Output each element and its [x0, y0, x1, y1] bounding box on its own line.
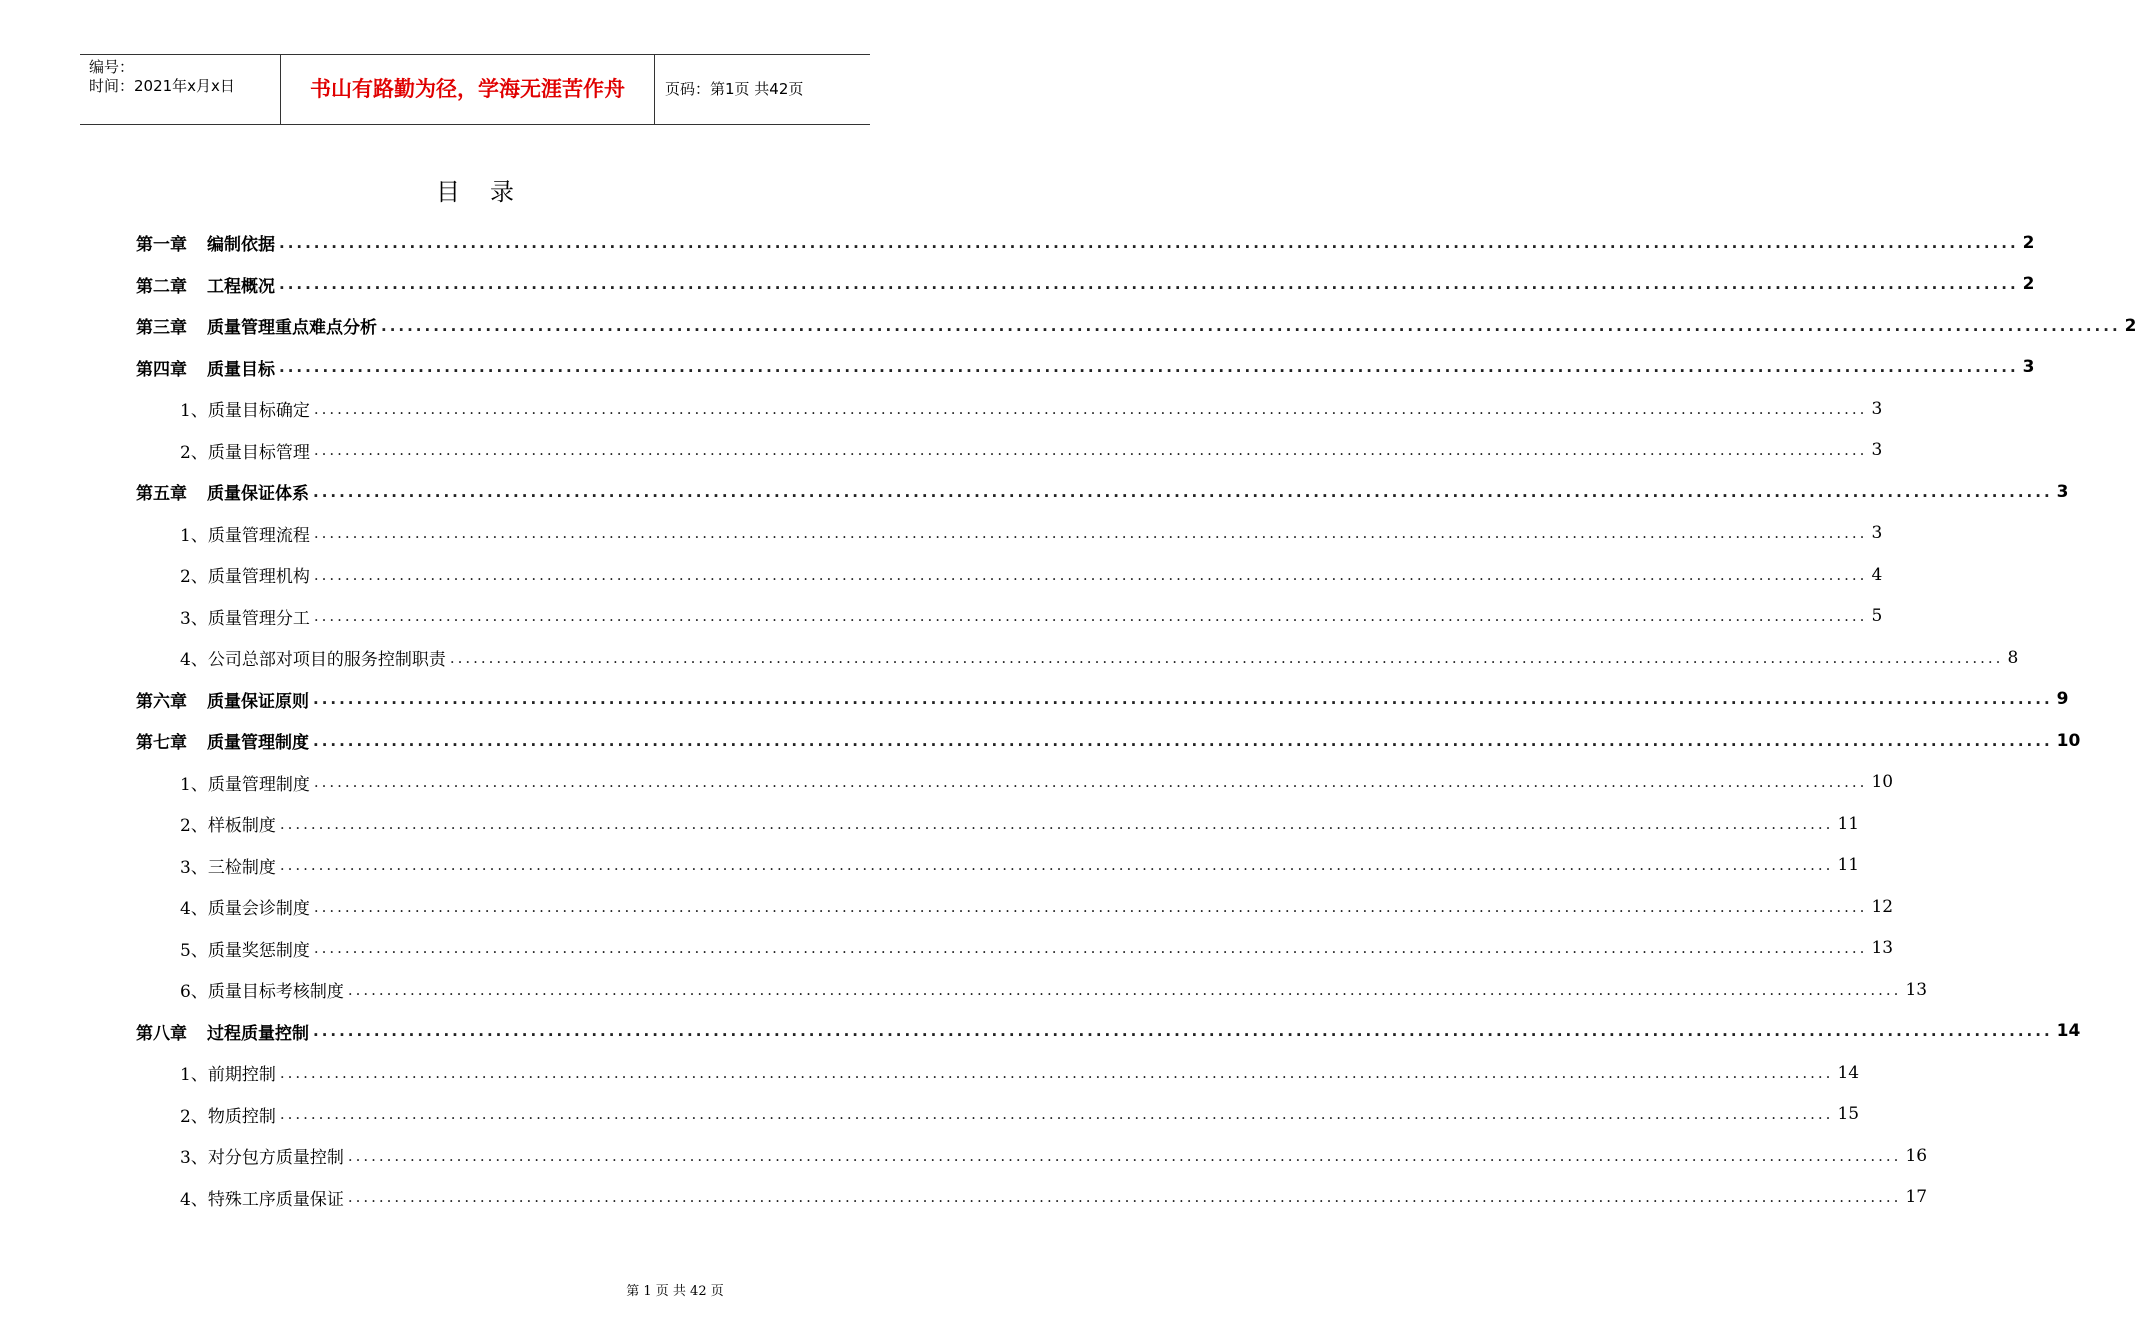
- toc-dot-leader: ........................................................................................................................................................................................................: [279, 814, 1834, 833]
- toc-entry-number: 4、: [180, 899, 208, 920]
- toc-entry-text: 质量保证体系: [207, 484, 309, 505]
- toc-entry-number: 1、: [180, 1065, 208, 1086]
- toc-section-entry[interactable]: [0, 1052, 1860, 1094]
- header-motto: 书山有路勤为径，学海无涯苦作舟: [281, 55, 655, 124]
- toc-entry-label: [136, 272, 275, 297]
- toc-dot-leader: ........................................................................................................................................................................................................: [313, 565, 1868, 584]
- toc-section-entry[interactable]: [0, 554, 1883, 596]
- toc-dot-leader: ........................................................................................................................................................................................................: [347, 1146, 1902, 1165]
- toc-entry-page: 14: [1837, 1062, 1860, 1083]
- toc-section-entry[interactable]: [0, 845, 1860, 887]
- toc-entry-page: 11: [1837, 813, 1860, 834]
- table-of-contents: [0, 222, 2137, 1218]
- toc-entry-text: 质量管理分工: [207, 608, 310, 629]
- toc-section-entry[interactable]: [0, 637, 2019, 679]
- toc-entry-number: 第二章: [136, 276, 187, 297]
- toc-entry-label: [180, 811, 276, 836]
- toc-dot-leader: ........................................................................................................................................................................................................: [347, 980, 1902, 999]
- toc-entry-label: [180, 645, 446, 670]
- toc-entry-text: 质量目标管理: [207, 442, 310, 463]
- toc-entry-page: 8: [2007, 647, 2019, 668]
- toc-dot-leader: ........................................................................................................................................................................................................: [279, 358, 2019, 377]
- toc-entry-page: 3: [1871, 398, 1883, 419]
- toc-entry-number: 5、: [180, 940, 208, 961]
- toc-entry-number: 第一章: [136, 235, 187, 256]
- toc-entry-label: [180, 604, 310, 629]
- toc-section-entry[interactable]: [0, 928, 1894, 970]
- toc-entry-label: [180, 1143, 344, 1168]
- toc-entry-page: 5: [1871, 606, 1883, 627]
- toc-entry-page: 17: [1905, 1187, 1928, 1208]
- toc-entry-label: [180, 438, 310, 463]
- toc-dot-leader: ........................................................................................................................................................................................................: [313, 939, 1868, 958]
- toc-entry-page: 3: [2022, 357, 2035, 378]
- toc-entry-label: [180, 770, 310, 795]
- toc-entry-text: 质量目标: [207, 359, 275, 380]
- toc-entry-label: [180, 977, 344, 1002]
- toc-entry-text: 质量保证原则: [207, 691, 309, 712]
- toc-entry-page: 2: [2022, 274, 2035, 295]
- toc-entry-text: 编制依据: [207, 235, 275, 256]
- toc-dot-leader: ........................................................................................................................................................................................................: [313, 897, 1868, 916]
- toc-entry-number: 6、: [180, 982, 208, 1003]
- toc-entry-number: 第六章: [136, 691, 187, 712]
- toc-entry-label: [180, 1185, 344, 1210]
- toc-entry-text: 对分包方质量控制: [207, 1148, 344, 1169]
- toc-dot-leader: ........................................................................................................................................................................................................: [313, 399, 1868, 418]
- toc-entry-label: [180, 936, 310, 961]
- toc-section-entry[interactable]: [0, 803, 1860, 845]
- toc-entry-label: [180, 1060, 276, 1085]
- toc-entry-text: 质量管理制度: [207, 774, 310, 795]
- toc-entry-number: 2、: [180, 442, 208, 463]
- toc-section-entry[interactable]: [0, 513, 1883, 555]
- toc-entry-number: 4、: [180, 650, 208, 671]
- toc-section-entry[interactable]: [0, 388, 1883, 430]
- toc-entry-number: 4、: [180, 1189, 208, 1210]
- toc-dot-leader: ........................................................................................................................................................................................................: [279, 233, 2019, 252]
- toc-entry-label: [136, 313, 377, 338]
- toc-entry-text: 过程质量控制: [207, 1023, 309, 1044]
- toc-entry-text: 三检制度: [207, 857, 276, 878]
- toc-entry-label: [180, 396, 310, 421]
- toc-entry-page: 15: [1837, 1104, 1860, 1125]
- toc-entry-number: 第四章: [136, 359, 187, 380]
- toc-dot-leader: ........................................................................................................................................................................................................: [347, 1188, 1902, 1207]
- toc-entry-text: 特殊工序质量保证: [207, 1189, 344, 1210]
- toc-entry-page: 4: [1871, 564, 1883, 585]
- toc-section-entry[interactable]: [0, 762, 1894, 804]
- toc-entry-number: 1、: [180, 525, 208, 546]
- toc-entry-number: 3、: [180, 1148, 208, 1169]
- toc-dot-leader: ........................................................................................................................................................................................................: [449, 648, 2004, 667]
- toc-dot-leader: ........................................................................................................................................................................................................: [313, 441, 1868, 460]
- header-page-info: 页码：第1页 共42页: [665, 80, 804, 98]
- toc-entry-number: 第三章: [136, 318, 187, 339]
- page-footer: 第 1 页 共 42 页: [626, 1284, 724, 1299]
- toc-dot-leader: ........................................................................................................................................................................................................: [313, 690, 2053, 709]
- toc-entry-label: [180, 1102, 276, 1127]
- toc-chapter-entry[interactable]: [0, 471, 2069, 513]
- toc-chapter-entry[interactable]: [0, 1011, 2081, 1053]
- toc-entry-text: 质量管理重点难点分析: [207, 318, 377, 339]
- document-number-label: 编号：: [89, 58, 135, 76]
- toc-dot-leader: ........................................................................................................................................................................................................: [279, 1063, 1834, 1082]
- toc-entry-label: [180, 853, 276, 878]
- toc-entry-page: 3: [1871, 440, 1883, 461]
- toc-entry-text: 质量目标考核制度: [207, 982, 344, 1003]
- toc-section-entry[interactable]: [0, 1177, 1928, 1219]
- toc-chapter-entry[interactable]: [0, 347, 2035, 389]
- toc-section-entry[interactable]: [0, 969, 1928, 1011]
- toc-entry-number: 第七章: [136, 733, 187, 754]
- toc-entry-page: 10: [1871, 772, 1894, 793]
- toc-entry-page: 12: [1871, 896, 1894, 917]
- toc-entry-page: 3: [2056, 481, 2069, 502]
- toc-entry-text: 前期控制: [207, 1065, 276, 1086]
- toc-entry-page: 2: [2124, 315, 2137, 336]
- toc-dot-leader: ........................................................................................................................................................................................................: [279, 1105, 1834, 1124]
- toc-entry-number: 2、: [180, 567, 208, 588]
- toc-entry-label: [180, 562, 310, 587]
- toc-entry-label: [180, 894, 310, 919]
- toc-section-entry[interactable]: [0, 1094, 1860, 1136]
- toc-entry-label: [136, 728, 309, 753]
- toc-entry-number: 3、: [180, 857, 208, 878]
- toc-entry-label: [180, 521, 310, 546]
- toc-chapter-entry[interactable]: [0, 679, 2069, 721]
- toc-section-entry[interactable]: [0, 430, 1883, 472]
- toc-entry-page: 9: [2056, 689, 2069, 710]
- toc-dot-leader: ........................................................................................................................................................................................................: [279, 275, 2019, 294]
- toc-entry-number: 2、: [180, 816, 208, 837]
- toc-entry-page: 2: [2022, 232, 2035, 253]
- toc-entry-label: [136, 355, 275, 380]
- page-header: [80, 54, 870, 125]
- toc-entry-number: 第五章: [136, 484, 187, 505]
- toc-entry-number: 1、: [180, 401, 208, 422]
- toc-entry-text: 质量管理机构: [207, 567, 310, 588]
- toc-entry-text: 工程概况: [207, 276, 275, 297]
- toc-entry-page: 3: [1871, 523, 1883, 544]
- toc-dot-leader: ........................................................................................................................................................................................................: [313, 524, 1868, 543]
- toc-entry-text: 样板制度: [207, 816, 276, 837]
- toc-entry-label: [136, 1019, 309, 1044]
- header-meta: [80, 55, 281, 124]
- toc-entry-text: 质量管理制度: [207, 733, 309, 754]
- toc-chapter-entry[interactable]: [0, 264, 2035, 306]
- toc-entry-text: 质量管理流程: [207, 525, 310, 546]
- toc-entry-text: 物质控制: [207, 1106, 276, 1127]
- toc-dot-leader: ........................................................................................................................................................................................................: [313, 731, 2053, 750]
- toc-entry-page: 14: [2056, 1021, 2081, 1042]
- toc-entry-text: 公司总部对项目的服务控制职责: [207, 650, 446, 671]
- toc-chapter-entry[interactable]: [0, 222, 2035, 264]
- toc-title: 目录: [436, 178, 544, 206]
- toc-entry-number: 2、: [180, 1106, 208, 1127]
- toc-section-entry[interactable]: [0, 1135, 1928, 1177]
- toc-dot-leader: ........................................................................................................................................................................................................: [381, 316, 2121, 335]
- toc-chapter-entry[interactable]: [0, 720, 2081, 762]
- toc-dot-leader: ........................................................................................................................................................................................................: [279, 856, 1834, 875]
- toc-dot-leader: ........................................................................................................................................................................................................: [313, 773, 1868, 792]
- toc-entry-text: 质量奖惩制度: [207, 940, 310, 961]
- toc-entry-text: 质量目标确定: [207, 401, 310, 422]
- toc-entry-page: 11: [1837, 855, 1860, 876]
- toc-dot-leader: ........................................................................................................................................................................................................: [313, 482, 2053, 501]
- toc-section-entry[interactable]: [0, 596, 1883, 638]
- toc-dot-leader: ........................................................................................................................................................................................................: [313, 607, 1868, 626]
- toc-entry-page: 13: [1871, 938, 1894, 959]
- toc-entry-page: 16: [1905, 1145, 1928, 1166]
- toc-entry-number: 3、: [180, 608, 208, 629]
- toc-entry-label: [136, 230, 275, 255]
- document-time-label: 时间：2021年x月x日: [89, 77, 235, 95]
- toc-entry-number: 第八章: [136, 1023, 187, 1044]
- toc-dot-leader: ........................................................................................................................................................................................................: [313, 1022, 2053, 1041]
- toc-entry-label: [136, 687, 309, 712]
- toc-entry-text: 质量会诊制度: [207, 899, 310, 920]
- toc-entry-label: [136, 479, 309, 504]
- toc-section-entry[interactable]: [0, 886, 1894, 928]
- toc-entry-page: 10: [2056, 730, 2081, 751]
- toc-entry-page: 13: [1905, 979, 1928, 1000]
- toc-chapter-entry[interactable]: [0, 305, 2137, 347]
- toc-entry-number: 1、: [180, 774, 208, 795]
